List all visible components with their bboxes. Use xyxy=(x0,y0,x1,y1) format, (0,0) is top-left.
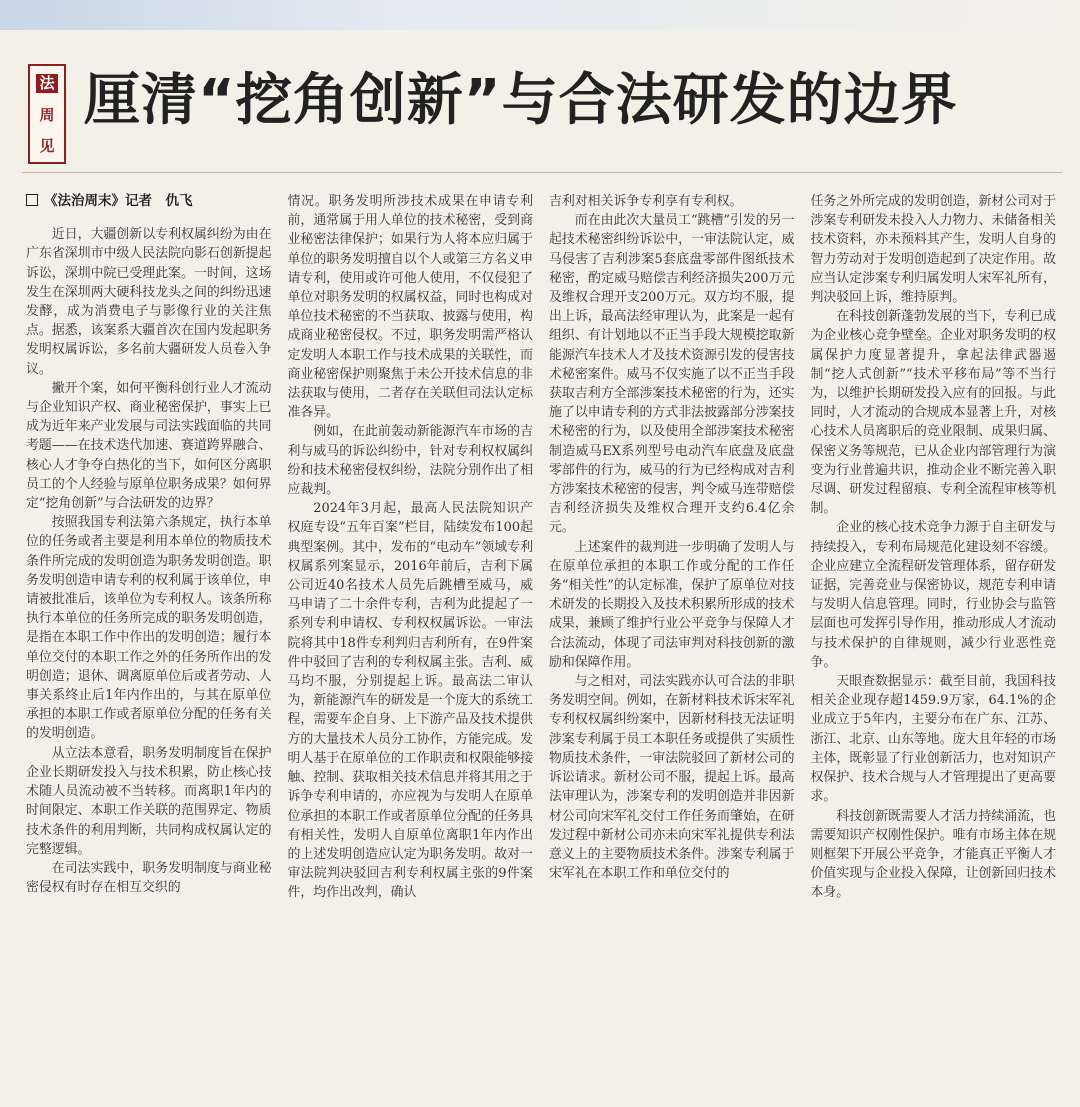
article-paragraph: 在科技创新蓬勃发展的当下，专利已成为企业核心竞争壁垒。企业对职务发明的权属保护力度显著提升，拿起法律武器遏制“挖人式创新”“技术平移布局”等不当行为，以维护长期研发投入应有的回报。与此同时，人才流动的合规成本显著上升，对核心技术人员离职后的竞业限制、成果归属、保密义务等规范，已从企业内部管理行为演变为行业普遍共识，推动企业不断完善入职尽调、研发过程留痕、专利全流程审核等机制。 xyxy=(810,309,1056,517)
article-paragraph: 2024年3月起，最高人民法院知识产权庭专设“五年百案”栏目，陆续发布100起典型案例。其中，发布的“电动车”领域专利权属系列案显示，2016年前后，吉利下属公司近40名技术人员先后跳槽至威马，威马申请了二十余件专利，吉利为此提起了一系列专利申请权、专利权权属诉讼。一审法院将其中18件专利判归吉利所有，在9件案件中驳回了吉利的专利权属主张。吉利、威马均不服，分别提起上诉。最高法二审认为，新能源汽车的研发是一个庞大的系统工程，需要车企自身、上下游产品及技术提供方的大量技术人员分工协作，方能完成。发明人基于在原单位的工作职责和权限能够接触、控制、获取相关技术信息并将其用之于诉争专利申请的，亦应视为与发明人在原单位承担的本职工作或者原单位分配的任务具有相关性，发明人自原单位离职1年内作出的上述发明创造应认定为职务发明。故对一审法院判决驳回吉利专利权属主张的9件案件，均作出改判，确认 xyxy=(287,501,533,901)
article-paragraph: 例如，在此前轰动新能源汽车市场的吉利与威马的诉讼纠纷中，针对专利权权属纠纷和技术秘密侵权纠纷，法院分别作出了相应裁判。 xyxy=(287,424,533,498)
top-banner-band xyxy=(0,0,1080,30)
article-paragraph: 科技创新既需要人才活力持续涌流，也需要知识产权刚性保护。唯有市场主体在规则框架下开展公平竞争，才能真正平衡人才价值实现与企业投入保障，让创新回归技术本身。 xyxy=(810,808,1056,901)
article-column-4 xyxy=(811,192,1057,1097)
badge-char-3: 见 xyxy=(39,137,55,156)
badge-char-1: 法 xyxy=(36,74,57,93)
badge-char-2: 周 xyxy=(39,106,55,125)
headline: 厘清“挖角创新”与合法研发的边界 xyxy=(84,68,958,133)
article-paragraph: 撇开个案，如何平衡科创行业人才流动与企业知识产权、商业秘密保护，事实上已成为近年来产业发展与司法实践面临的共同考题——在技术迭代加速、赛道跨界融合、核心人才争夺白热化的当下，如何区分离职员工的个人经验与原单位职务成果？如何界定“挖角创新”与合法研发的边界？ xyxy=(26,380,272,512)
article-paragraph: 而在由此次大量员工“跳槽”引发的另一起技术秘密纠纷诉讼中，一审法院认定，威马侵害了吉利涉案5套底盘零部件图纸技术秘密，酌定威马赔偿吉利经济损失200万元及维权合理开支200万元。双方均不服，提出上诉，最高法经审理认为，此案是一起有组织、有计划地以不正当手段大规模挖取新能源汽车技术人才及技术资源引发的侵害技术秘密案件。威马不仅实施了以不正当手段获取吉利方全部涉案技术秘密的行为，还实施了以申请专利的方式非法披露部分涉案技术秘密的行为，以及使用全部涉案技术秘密制造威马EX系列型号电动汽车底盘及底盘零部件的行为，威马的行为已经构成对吉利方涉案技术秘密的侵害，判令威马连带赔偿吉利经济损失及维权合理开支约6.4亿余元。 xyxy=(549,213,795,536)
article-column-3 xyxy=(549,192,795,1097)
square-bullet-icon xyxy=(26,194,38,206)
article-paragraph: 近日，大疆创新以专利权属纠纷为由在广东省深圳市中级人民法院向影石创新提起诉讼，深圳中院已受理此案。一时间，这场发生在深圳两大硬科技龙头之间的纠纷迅速发酵，成为消费电子与影像行业的关注焦点。据悉，该案系大疆首次在国内发起职务发明权属诉讼，多名前大疆研发人员卷入争议。 xyxy=(26,227,272,377)
headline-divider xyxy=(22,172,1062,173)
article-column-1 xyxy=(26,192,272,1097)
article-paragraph: 企业的核心技术竞争力源于自主研发与持续投入，专利布局规范化建设刻不容缓。企业应建立全流程研发管理体系，留存研发证据，完善竞业与保密协议，规范专利申请与发明人信息管理。同时，行业协会与监管层面也可发挥引导作用，推动形成人才流动与技术保护的自律规则，减少行业恶性竞争。 xyxy=(810,520,1056,670)
article-paragraph: 与之相对，司法实践亦认可合法的非职务发明空间。例如，在新材料技术诉宋军礼专利权权属纠纷案中，因新材科技无法证明涉案专利属于员工本职任务或提供了实质性物质技术条件，一审法院驳回了新材公司的诉讼请求。新材公司不服，提起上诉。最高法审理认为，涉案专利的发明创造并非因新材公司向宋军礼交付工作任务而肇始，在研发过程中新材公司亦未向宋军礼提供专利法意义上的主要物质技术条件。涉案专利属于宋军礼在本职工作和单位交付的 xyxy=(549,674,795,882)
article-paragraph: 吉利对相关诉争专利享有专利权。 xyxy=(549,194,743,209)
byline-text: 《法治周末》记者 仇飞 xyxy=(44,193,193,209)
article-paragraph: 情况。职务发明所涉技术成果在申请专利前，通常属于用人单位的技术秘密，受到商业秘密法律保护；如果行为人将本应归属于单位的职务发明擅自以个人或第三方名义申请专利，使用或许可他人使用，不仅侵犯了单位对职务发明的权属权益，同时也构成对单位技术秘密的不当获取、披露与使用，构成商业秘密侵权。不过，职务发明需严格认定发明人本职工作与技术成果的关联性，而商业秘密保护则聚焦于未公开技术信息的非法获取与使用，二者存在关联但司法认定标准各异。 xyxy=(287,194,533,421)
article-paragraph: 按照我国专利法第六条规定，执行本单位的任务或者主要是利用本单位的物质技术条件所完成的发明创造为职务发明创造。职务发明创造申请专利的权利属于该单位，申请被批准后，该单位为专利权人。该条所称执行本单位的任务所完成的职务发明创造，是指在本职工作中作出的发明创造；履行本单位交付的本职工作之外的任务所作出的发明创造；退休、调离原单位后或者劳动、人事关系终止后1年内作出的，与其在原单位承担的本职工作或者原单位分配的任务有关的发明创造。 xyxy=(26,515,272,742)
column-badge xyxy=(28,64,66,164)
article-paragraph: 上述案件的裁判进一步明确了发明人与在原单位承担的本职工作或分配的工作任务“相关性”的认定标准，保护了原单位对技术研发的长期投入及技术积累所形成的技术成果，兼顾了维护行业公平竞争与保障人才合法流动，体现了司法审判对科技创新的激励和保障作用。 xyxy=(549,539,795,670)
article-paragraph: 在司法实践中，职务发明制度与商业秘密侵权有时存在相互交织的 xyxy=(26,860,272,896)
article-column-2 xyxy=(288,192,534,1097)
article-paragraph: 从立法本意看，职务发明制度旨在保护企业长期研发投入与技术积累，防止核心技术随人员流动被不当转移。而离职1年内的时间限定、本职工作关联的范围界定、物质技术条件的利用判断，共同构成权属认定的完整逻辑。 xyxy=(26,745,272,857)
article-body xyxy=(26,192,1056,1097)
article-paragraph: 天眼查数据显示：截至目前，我国科技相关企业现存超1459.9万家，64.1%的企业成立于5年内，主要分布在广东、江苏、浙江、北京、山东等地。庞大且年轻的市场主体，既彰显了行业创新活力，也对知识产权保护、技术合规与人才管理提出了更高要求。 xyxy=(810,674,1056,805)
byline xyxy=(26,192,272,211)
article-paragraph: 任务之外所完成的发明创造，新材公司对于涉案专利研发未投入人力物力、未储备相关技术资料，亦未预料其产生，发明人自身的智力劳动对于发明创造起到了决定作用。故应当认定涉案专利归属发明人宋军礼所有，判决驳回上诉，维持原判。 xyxy=(810,194,1056,306)
